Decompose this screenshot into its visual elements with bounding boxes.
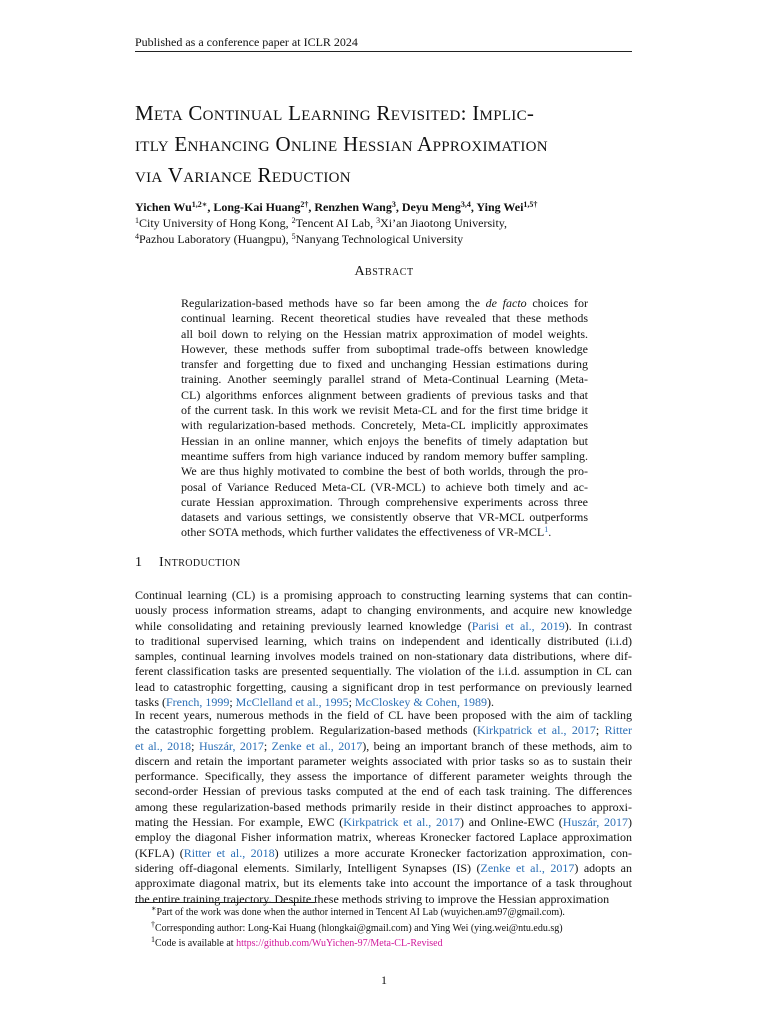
paragraph-2-line: the catastrophic forgetting problem. Regularization-based methods (Kirkpatrick et al., 2017; Ritter: [135, 723, 632, 738]
footnote: [151, 905, 565, 921]
citation-link: French, 1999: [166, 695, 230, 710]
citation-link: Zenke et al., 2017: [271, 738, 363, 753]
affiliation-line: [135, 215, 537, 231]
footnote-text: Code is available at: [155, 938, 237, 949]
abstract-line: We are thus highly motivated to combine the best of both worlds, through the pro-: [181, 464, 588, 479]
paragraph-2-line: et al., 2018; Huszár, 2017; Zenke et al., 2017), being an important branch of these methods, aim to: [135, 738, 632, 753]
author-names: Yichen $Wu^{1,2∗}$, Long-Kai Huang$^{2\dagger}$, Renzhen Wang$^3$, Deyu Meng$^{3,4}$, Ying Wei$^{1,5\dagger}$: [135, 200, 538, 214]
paragraph-2-line: discern and retain the important parameter weights associated with prior tasks so as to sustain their: [135, 753, 632, 768]
paragraph-1-line: tasks (French, 1999; McClelland et al., 1995; McCloskey & Cohen, 1989).: [135, 695, 494, 710]
abstract-line: Regularization-based methods have so far been among the de facto choices for: [181, 296, 588, 310]
code-url-link[interactable]: https://github.com/WuYichen-97/Meta-CL-Revised: [236, 938, 443, 949]
affiliation-line: [135, 231, 537, 247]
paper-title: [135, 98, 640, 191]
author-name: Yichen Wu: [135, 200, 192, 214]
footnote-rule: [135, 902, 315, 903]
paragraph-1-line: uously process information streams, adapt to changing environments, and acquire new knowledge: [135, 603, 632, 618]
abstract-line: transfer and forgetting due to fixed and unchanging Hessian estimations during: [181, 357, 588, 372]
footnote: [151, 921, 565, 937]
author-name: Deyu Meng: [401, 200, 461, 214]
paragraph-1-line: ferent classification tasks are presented sequentially. The violation of the i.i.d. assumption in CL can: [135, 664, 632, 679]
paragraph-2-line: mating the Hessian. For example, EWC (Kirkpatrick et al., 2017) and Online-EWC (Huszár, 2017): [135, 815, 633, 830]
citation-link: Ritter: [604, 723, 632, 738]
paragraph-2-line: second-order Hessian of previous tasks computed at the end of each task training. The differences: [135, 784, 632, 799]
citation-link: Kirkpatrick et al., 2017: [343, 815, 461, 830]
author-superscript: 2†: [300, 200, 309, 209]
affiliation-superscript: 5: [291, 232, 296, 241]
footnote-text: Part of the work was done when the author interned in Tencent AI Lab (wuyichen.am97@gmail.com).: [156, 907, 565, 918]
footnote-mark: 1: [151, 935, 155, 944]
author-superscript: 1,2∗: [191, 200, 208, 209]
affiliation-text: Xi’an Jiaotong University,: [380, 216, 508, 230]
affiliation-text: Tencent AI Lab,: [295, 216, 377, 230]
affiliation-superscript: 4: [135, 232, 139, 241]
citation-link: Kirkpatrick et al., 2017: [476, 723, 596, 738]
abstract-text: [181, 296, 588, 541]
citation-link: Parisi et al., 2019: [471, 618, 565, 633]
abstract-line: of the current task. In this work we revisit Meta-CL and for the first time bridge it: [181, 403, 588, 418]
affiliation-superscript: 2: [291, 216, 296, 225]
abstract-line: curate Hessian approximation. Through comprehensive experiments across three: [181, 494, 588, 509]
affiliation-text: Pazhou Laboratory (Huangpu),: [139, 232, 292, 246]
abstract-line: training. Another seemingly parallel strand of Meta-Continual Learning (Meta-: [181, 372, 588, 387]
affiliation-text: Nanyang Technological University: [295, 232, 464, 246]
abstract-line: However, these methods suffer from suboptimal trade-offs between knowledge: [181, 341, 588, 356]
paragraph-2-line: sidering off-diagonal elements. Similarly, Intelligent Synapses (IS) (Zenke et al., 2017) adopts an: [135, 860, 632, 875]
paragraph-2-line: In recent years, numerous methods in the field of CL have been proposed with the aim of tackling: [135, 708, 632, 722]
citation-link: McCloskey & Cohen, 1989: [355, 695, 487, 710]
title-line: via Variance Reduction: [135, 163, 351, 187]
author-name: Ying Wei: [476, 200, 524, 214]
paragraph-2-line: performance. Specifically, they assess the importance of different parameter weights through the: [135, 769, 632, 784]
title-line: itly Enhancing Online Hessian Approximation: [135, 132, 548, 156]
abstract-line: CL) algorithms enforces alignment between gradients of previous tasks and that: [181, 387, 588, 402]
footnote-mark: †: [151, 919, 155, 929]
abstract-line: meantime suffers from high variance induced by random memory buffer sampling.: [181, 448, 588, 463]
footnote-marker: 1: [544, 525, 549, 535]
abstract-line: Hessian in an online manner, which enjoys the benefits of timely adaptation but: [181, 433, 588, 448]
author-name: Long-Kai Huang: [213, 200, 301, 214]
section-number: 1: [135, 555, 143, 570]
abstract-line: datasets and various settings, we consistently observe that VR-MCL outperforms: [181, 510, 588, 525]
citation-link: Huszár, 2017: [562, 815, 629, 830]
paragraph-2-line: employ the diagonal Fisher information matrix, whereas Kronecker factored Laplace approximation: [135, 830, 632, 845]
paragraph-2-line: approximate diagonal matrix, but its elements take into account the importance of a task throughout: [135, 876, 632, 891]
section-heading: [135, 555, 241, 571]
author-superscript: 1,5†: [523, 200, 538, 209]
citation-link: Ritter et al., 2018: [183, 845, 275, 860]
paragraph-1-line: samples, continual learning involves models trained on non-stationary data distributions, where dif-: [135, 649, 632, 664]
author-superscript: 3: [391, 200, 396, 209]
affiliation-superscript: 3: [376, 216, 381, 225]
citation-link: Zenke et al., 2017: [480, 860, 575, 875]
abstract-heading: Abstract: [354, 264, 414, 279]
affiliation-text: City University of Hong Kong,: [139, 216, 292, 230]
author-superscript: 3,4: [460, 200, 471, 209]
footnote-mark: ∗: [151, 904, 157, 913]
title-line: Meta Continual Learning Revisited: Implic-: [135, 101, 535, 125]
affiliation-superscript: 1: [135, 216, 139, 225]
running-header: Published as a conference paper at ICLR 2024: [135, 35, 358, 49]
paragraph-1-line: lead to catastrophic forgetting, causing a significant drop in test performance on previously learned: [135, 679, 632, 694]
citation-link: et al., 2018: [135, 738, 192, 753]
page-number: 1: [381, 973, 387, 987]
paragraph-introduction-2: [135, 708, 632, 907]
paragraph-1-line: to traditional supervised learning, which trains on independent and identically distributed (i.i.d): [135, 633, 632, 648]
author-name: Renzhen Wang: [314, 200, 392, 214]
section-title: Introduction: [159, 555, 241, 570]
paragraph-1-line: Continual learning (CL) is a promising approach to constructing learning systems that can contin-: [135, 588, 632, 602]
abstract-line: all boil down to relying on the Hessian matrix approximation of model weights.: [181, 326, 588, 341]
citation-link: McClelland et al., 1995: [235, 695, 349, 710]
paragraph-2-line: among these regularization-based methods primarily reside in their distinct approaches to approxi-: [135, 799, 632, 814]
citation-link: Huszár, 2017: [198, 738, 264, 753]
paragraph-1-line: while consolidating and retaining previously learned knowledge (Parisi et al., 2019). In contrast: [135, 618, 632, 633]
header-rule: [135, 51, 632, 52]
footnote: [151, 936, 565, 952]
author-block: [135, 199, 537, 247]
paragraph-2-line: the entire training trajectory. Despite these methods striving to improve the Hessian approximation: [135, 891, 610, 906]
abstract-line: other SOTA methods, which further validates the effectiveness of VR-MCL$^1$.: [181, 525, 552, 540]
paragraph-introduction-1: [135, 588, 632, 710]
emphasis: de facto: [485, 296, 527, 310]
footnote-text: Corresponding author: Long-Kai Huang (hlongkai@gmail.com) and Ying Wei (ying.wei@ntu.edu.sg): [155, 922, 563, 934]
abstract-line: posal of Variance Reduced Meta-CL (VR-MCL) to achieve both timely and ac-: [181, 479, 588, 494]
footnotes: [151, 905, 565, 952]
abstract-line: continual learning. Recent theoretical studies have revealed that these methods: [181, 311, 588, 326]
abstract-line: with regularization-based methods. Concretely, Meta-CL implicitly approximates: [181, 418, 588, 433]
paragraph-2-line: (KFLA) (Ritter et al., 2018) utilizes a more accurate Kronecker factorization approximation, con-: [135, 845, 632, 860]
